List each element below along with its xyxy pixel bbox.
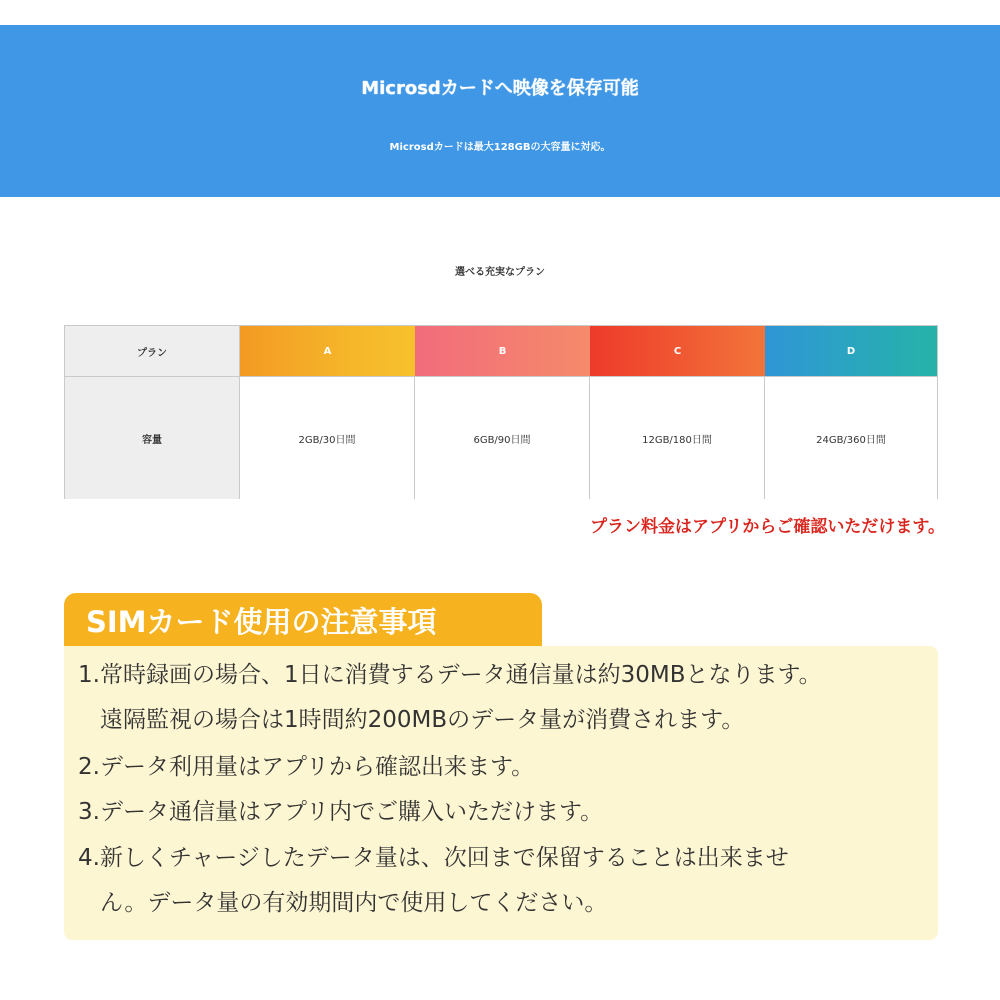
plan-d-header: D [765, 326, 937, 376]
plan-header-row [65, 326, 937, 376]
notice-item-1-cont: 遠隔監視の場合は1時間約200MBのデータ量が消費されます。 [100, 707, 745, 733]
plans-heading: 選べる充実なプラン [455, 267, 545, 278]
plan-a-capacity: 2GB/30日間 [240, 377, 415, 499]
notice-item-1: 1.常時録画の場合、1日に消費するデータ通信量は約30MBとなります。 [78, 662, 822, 688]
banner-title: Microsdカードへ映像を保存可能 [361, 78, 639, 99]
price-note: プラン料金はアプリからご確認いただけます。 [590, 517, 945, 537]
banner-subtitle: Microsdカードは最大128GBの大容量に対応。 [389, 142, 611, 153]
notice-item-4-cont: ん。データ量の有効期間内で使用してください。 [100, 890, 608, 916]
notice-title: SIMカード使用の注意事項 [86, 605, 437, 639]
plan-table [64, 325, 938, 499]
capacity-row [65, 376, 937, 499]
plan-d-capacity: 24GB/360日間 [765, 377, 937, 499]
capacity-row-label: 容量 [65, 377, 240, 499]
plan-b-header: B [415, 326, 590, 376]
plan-row-label: プラン [65, 326, 240, 376]
plan-b-capacity: 6GB/90日間 [415, 377, 590, 499]
notice-item-2: 2.データ利用量はアプリから確認出来ます。 [78, 754, 535, 780]
plan-c-header: C [590, 326, 765, 376]
notice-item-3: 3.データ通信量はアプリ内でご購入いただけます。 [78, 799, 604, 825]
notice-item-4: 4.新しくチャージしたデータ量は、次回まで保留することは出来ませ [78, 845, 789, 871]
plan-a-header: A [240, 326, 415, 376]
notice-box [64, 646, 938, 940]
plan-c-capacity: 12GB/180日間 [590, 377, 765, 499]
notice-title-tab [64, 593, 542, 648]
